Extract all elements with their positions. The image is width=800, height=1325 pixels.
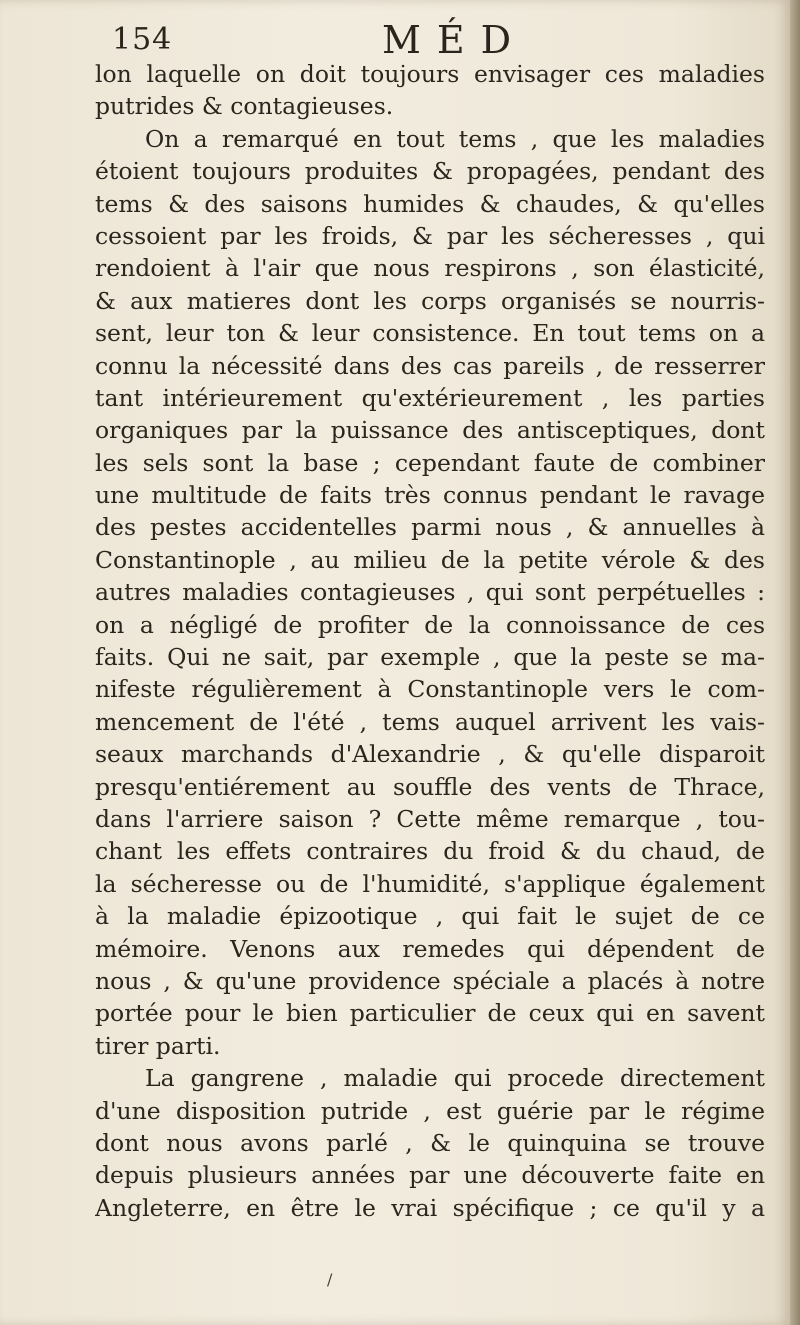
text-line: nous , & qu'une providence spéciale a placés à notre: [95, 966, 765, 995]
text-line: tems & des saisons humides & chaudes, & qu'elles: [95, 189, 765, 218]
text-line: mencement de l'été , tems auquel arrivent les vais-: [95, 707, 765, 736]
text-line: la sécheresse ou de l'humidité, s'applique également: [95, 869, 765, 898]
text-line: putrides & contagieuses.: [95, 92, 394, 121]
text-line: on a négligé de profiter de la connoissance de ces: [95, 610, 765, 639]
text-line: dont nous avons parlé , & le quinquina se trouve: [95, 1128, 765, 1157]
text-line: tant intérieurement qu'extérieurement , les parties: [95, 383, 765, 412]
text-line: nifeste régulièrement à Constantinople vers le com-: [95, 675, 765, 704]
text-line: des pestes accidentelles parmi nous , & annuelles à: [95, 513, 765, 542]
text-line: tirer parti.: [95, 1031, 221, 1060]
text-line: seaux marchands d'Alexandrie , & qu'elle disparoit: [95, 740, 765, 769]
text-line: On a remarqué en tout tems , que les maladies: [145, 124, 765, 153]
text-line: les sels sont la base ; cependant faute de combiner: [95, 448, 765, 477]
text-line: organiques par la puissance des antisceptiques, dont: [95, 416, 765, 445]
text-line: autres maladies contagieuses , qui sont perpétuelles :: [95, 578, 765, 607]
text-line: lon laquelle on doit toujours envisager ces maladies: [95, 60, 765, 88]
text-line: rendoient à l'air que nous respirons , son élasticité,: [95, 254, 765, 283]
ink-mark: /: [327, 1270, 333, 1289]
text-line: dans l'arriere saison ? Cette même remarque , tou-: [95, 804, 765, 833]
text-line: La gangrene , maladie qui procede directement: [145, 1064, 765, 1093]
text-line: portée pour le bien particulier de ceux qui en savent: [95, 999, 765, 1028]
text-line: Constantinople , au milieu de la petite vérole & des: [95, 545, 765, 574]
text-line: étoient toujours produites & propagées, pendant des: [95, 157, 765, 186]
text-line: depuis plusieurs années par une découverte faite en: [95, 1161, 765, 1190]
text-line: faits. Qui ne sait, par exemple , que la peste se ma-: [95, 643, 765, 672]
text-line: d'une disposition putride , est guérie par le régime: [95, 1096, 765, 1125]
text-line: une multitude de faits très connus pendant le ravage: [95, 481, 765, 510]
text-line: connu la nécessité dans des cas pareils , de resserrer: [95, 351, 765, 380]
text-line: à la maladie épizootique , qui fait le sujet de ce: [95, 902, 765, 931]
page-edge: [790, 0, 800, 1325]
body-text: [95, 58, 765, 1224]
running-head: MÉD: [382, 18, 528, 62]
text-line: sent, leur ton & leur consistence. En tout tems on a: [95, 319, 765, 348]
text-line: chant les effets contraires du froid & du chaud, de: [95, 837, 765, 866]
text-line: mémoire. Venons aux remedes qui dépendent de: [95, 934, 765, 963]
text-line: & aux matieres dont les corps organisés se nourris-: [95, 286, 765, 315]
text-line: Angleterre, en être le vrai spécifique ; ce qu'il y a: [95, 1193, 765, 1222]
text-line: cessoient par les froids, & par les sécheresses , qui: [95, 221, 765, 250]
page-number: 154: [112, 22, 173, 57]
text-line: presqu'entiérement au souffle des vents de Thrace,: [95, 772, 765, 801]
